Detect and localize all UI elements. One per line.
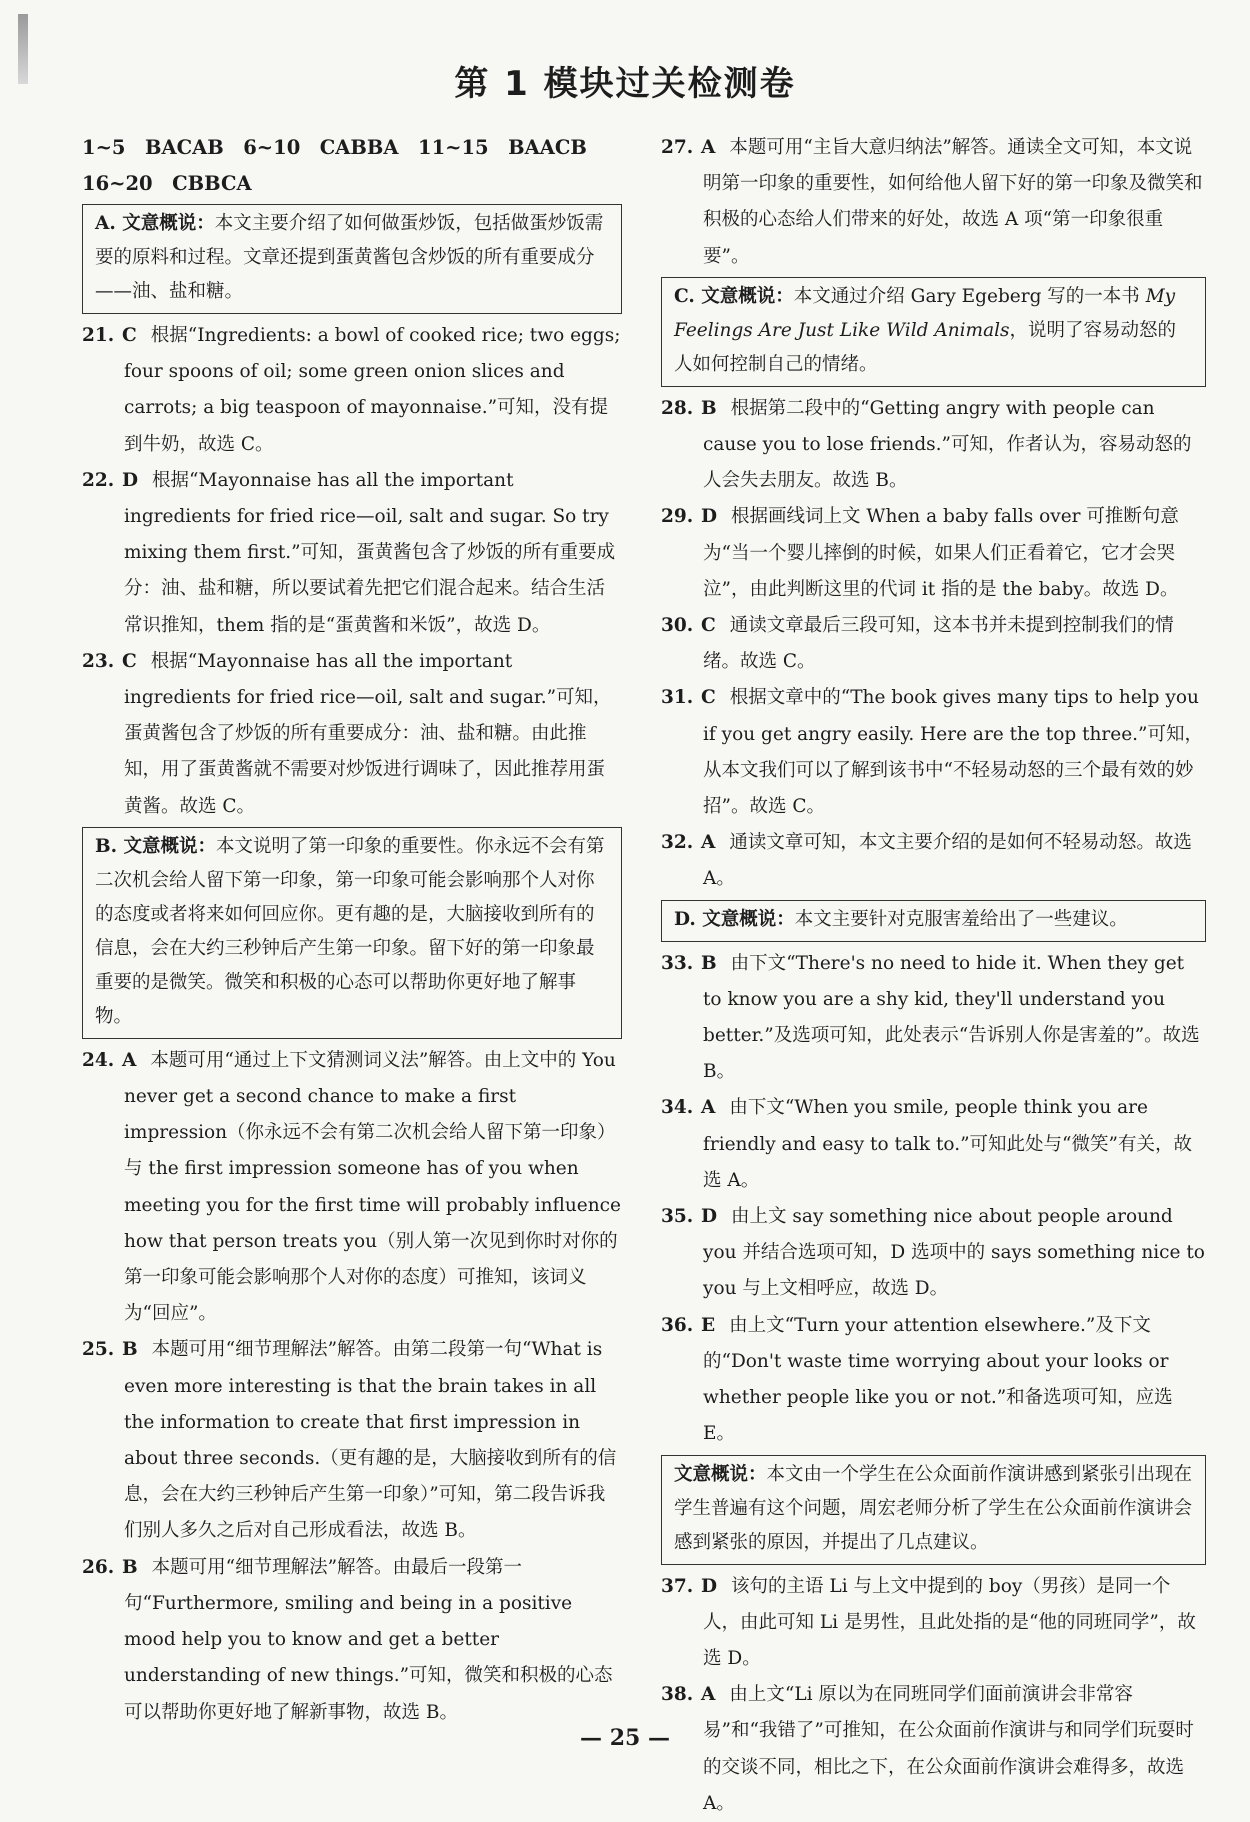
question-number: 29. <box>661 506 694 528</box>
question-number: 21. <box>82 325 115 346</box>
question-number: 32. <box>661 832 694 854</box>
answer-option: D <box>701 1206 718 1228</box>
explanation-text: 由下文“When you smile, people think you are friendly and easy to talk to.”可知此处与“微笑”有关，故选 A。 <box>703 1097 1192 1191</box>
explanation-text: 本题可用“通过上下文猜测词义法”解答。由上文中的 You never get a second chance to make a first impression（你永远不会有第二次机会给人留下第一印象）与 the first impression someone has of you when meeting you for the first time will probably influence how that person treats you（别人第一次见到你时对你的第一印象可能会影响那个人对你的态度）可推知，该词义为“回应”。 <box>124 1049 621 1325</box>
question-number: 24. <box>82 1049 115 1071</box>
question-number: 31. <box>661 687 694 709</box>
explanation-text: 该句的主语 Li 与上文中提到的 boy（男孩）是同一个人，由此可知 Li 是男性，且此处指的是“他的同班同学”，故选 D。 <box>703 1575 1196 1669</box>
question-number: 22. <box>82 469 115 491</box>
question-number: 37. <box>661 1575 694 1597</box>
question-number: 33. <box>661 952 694 974</box>
answer-option: D <box>701 1575 718 1597</box>
question-number: 23. <box>82 650 115 672</box>
summary-label: D. 文意概说： <box>674 908 795 930</box>
page-title: 第 1 模块过关检测卷 <box>454 64 796 104</box>
summary-label: B. 文意概说： <box>95 835 217 857</box>
summary-box-e <box>661 1455 1206 1565</box>
answer-option: A <box>701 1684 716 1706</box>
answer-option: B <box>701 397 717 419</box>
answer-option: C <box>701 687 716 709</box>
summary-text: 本文主要介绍了如何做蛋炒饭，包括做蛋炒饭需要的原料和过程。文章还提到蛋黄酱包含炒饭的所有重要成分——油、盐和糖。 <box>95 213 604 302</box>
explanation-text: 本题可用“细节理解法”解答。由最后一段第一句“Furthermore, smiling and being in a positive mood help you to know and get a better understanding of new things.”可知，微笑和积极的心态可以帮助你更好地了解新事物，故选 B。 <box>124 1556 613 1723</box>
answer-option: A <box>122 1049 137 1071</box>
question-36 <box>661 1308 1206 1453</box>
answer-option: B <box>122 1339 138 1361</box>
right-column <box>661 130 1206 1822</box>
explanation-text: 通读文章可知，本文主要介绍的是如何不轻易动怒。故选 A。 <box>703 832 1192 890</box>
question-number: 25. <box>82 1339 115 1361</box>
page-number: — 25 — <box>580 1725 670 1751</box>
answer-option: A <box>701 832 716 854</box>
explanation-text: 由上文“Li 原以为在同班同学们面前演讲会非常容易”和“我错了”可推知，在公众面前作演讲与和同学们玩耍时的交谈不同，相比之下，在公众面前作演讲会难得多，故选 A。 <box>703 1684 1194 1814</box>
question-24 <box>82 1043 622 1333</box>
question-26 <box>82 1550 622 1731</box>
explanation-text: 根据“Mayonnaise has all the important ingredients for fried rice—oil, salt and sugar. So try mixing them first.”可知，蛋黄酱包含了炒饭的所有重要成分：油、盐和糖，所以要试着先把它们混合起来。结合生活常识推知，them 指的是“蛋黄酱和米饭”，故选 D。 <box>124 469 616 636</box>
answer-option: C <box>122 325 137 346</box>
answer-option: E <box>701 1314 716 1336</box>
explanation-text: 本题可用“细节理解法”解答。由第二段第一句“What is even more interesting is that the brain takes in all the information to create that first impression in about three seconds.（更有趣的是，大脑接收到所有的信息，会在大约三秒钟后产生第一印象）”可知，第二段告诉我们别人多久之后对自己形成看法，故选 B。 <box>124 1339 617 1542</box>
answer-option: B <box>122 1556 138 1578</box>
question-number: 34. <box>661 1097 694 1119</box>
explanation-text: 根据“Ingredients: a bowl of cooked rice; two eggs; four spoons of oil; some green onion slices and carrots; a big teaspoon of mayonnaise.”可知，没有提到牛奶，故选 C。 <box>124 325 621 455</box>
summary-text: 本文说明了第一印象的重要性。你永远不会有第二次机会给人留下第一印象，第一印象可能会影响那个人对你的态度或者将来如何回应你。更有趣的是，大脑接收到所有的信息，会在大约三秒钟后产生第一印象。留下好的第一印象最重要的是微笑。微笑和积极的心态可以帮助你更好地了解事物。 <box>95 835 605 1027</box>
question-number: 28. <box>661 397 694 419</box>
answer-option: A <box>701 1097 716 1119</box>
question-29 <box>661 499 1206 608</box>
answer-option: B <box>701 952 717 974</box>
answer-option: A <box>701 137 716 158</box>
question-27 <box>661 130 1206 275</box>
explanation-text: 由上文 say something nice about people around you 并结合选项可知，D 选项中的 says something nice to you 与上文相呼应，故选 D。 <box>703 1206 1205 1300</box>
question-33 <box>661 946 1206 1091</box>
left-column <box>82 130 622 1731</box>
answer-option: D <box>701 506 718 528</box>
question-21 <box>82 318 622 463</box>
summary-text-cont: ，说明了容易动怒的人如何控制自己的情绪。 <box>674 319 1177 375</box>
answer-option: D <box>122 469 139 491</box>
question-34 <box>661 1090 1206 1199</box>
question-30 <box>661 608 1206 680</box>
answer-option: C <box>701 615 716 637</box>
summary-box-b <box>82 827 622 1039</box>
answer-line-1: 1~5 BACAB 6~10 CABBA 11~15 BAACB <box>82 136 587 159</box>
question-number: 35. <box>661 1206 694 1228</box>
question-number: 38. <box>661 1684 694 1706</box>
summary-box-d <box>661 900 1206 942</box>
answer-line-2: 16~20 CBBCA <box>82 172 252 195</box>
question-23 <box>82 644 622 825</box>
summary-box-a <box>82 204 622 314</box>
summary-box-c <box>661 277 1206 387</box>
summary-label: A. 文意概说： <box>95 213 215 234</box>
question-37 <box>661 1569 1206 1678</box>
question-number: 30. <box>661 615 694 637</box>
explanation-text: 根据“Mayonnaise has all the important ingredients for fried rice—oil, salt and sugar.”可知，蛋黄酱包含了炒饭的所有重要成分：油、盐和糖。由此推知，用了蛋黄酱就不需要对炒饭进行调味了，因此推荐用蛋黄酱。故选 C。 <box>124 650 612 817</box>
answer-option: C <box>122 650 137 672</box>
explanation-text: 根据文章中的“The book gives many tips to help you if you get angry easily. Here are the top three.”可知，从本文我们可以了解到该书中“不轻易动怒的三个最有效的妙招”。故选 C。 <box>703 687 1204 818</box>
explanation-text: 由下文“There's no need to hide it. When they get to know you are a shy kid, they'll understand you better.”及选项可知，此处表示“告诉别人你是害羞的”。故选 B。 <box>703 952 1200 1083</box>
explanation-text: 根据画线词上文 When a baby falls over 可推断句意为“当一个婴儿摔倒的时候，如果人们正看着它，它才会哭泣”，由此判断这里的代词 it 指的是 the baby。故选 D。 <box>703 506 1179 600</box>
question-number: 27. <box>661 137 694 158</box>
explanation-text: 本题可用“主旨大意归纳法”解答。通读全文可知，本文说明第一印象的重要性，如何给他人留下好的第一印象及微笑和积极的心态给人们带来的好处，故选 A 项“第一印象很重要”。 <box>703 137 1203 267</box>
summary-text: 本文主要针对克服害羞给出了一些建议。 <box>794 908 1128 930</box>
summary-label: C. 文意概说： <box>674 285 794 307</box>
explanation-text: 通读文章最后三段可知，这本书并未提到控制我们的情绪。故选 C。 <box>703 615 1174 673</box>
question-31 <box>661 680 1206 825</box>
book-title: My Feelings Are Just Like Wild Animals <box>674 285 1176 341</box>
explanation-text: 由上文“Turn your attention elsewhere.”及下文的“Don't waste time worrying about your looks or whether people like you or not.”和备选项可知，应选 E。 <box>703 1314 1173 1445</box>
question-32 <box>661 825 1206 897</box>
question-28 <box>661 391 1206 500</box>
question-25 <box>82 1332 622 1549</box>
question-35 <box>661 1199 1206 1308</box>
summary-text: 本文通过介绍 Gary Egeberg 写的一本书 <box>793 285 1146 307</box>
summary-text: 本文由一个学生在公众面前作演讲感到紧张引出现在学生普遍有这个问题，周宏老师分析了学生在公众面前作演讲会感到紧张的原因，并提出了几点建议。 <box>674 1463 1193 1553</box>
question-number: 26. <box>82 1556 115 1578</box>
summary-label: 文意概说： <box>674 1463 767 1485</box>
explanation-text: 根据第二段中的“Getting angry with people can cause you to lose friends.”可知，作者认为，容易动怒的人会失去朋友。故选 B。 <box>703 397 1192 492</box>
question-22 <box>82 463 622 644</box>
question-number: 36. <box>661 1314 694 1336</box>
